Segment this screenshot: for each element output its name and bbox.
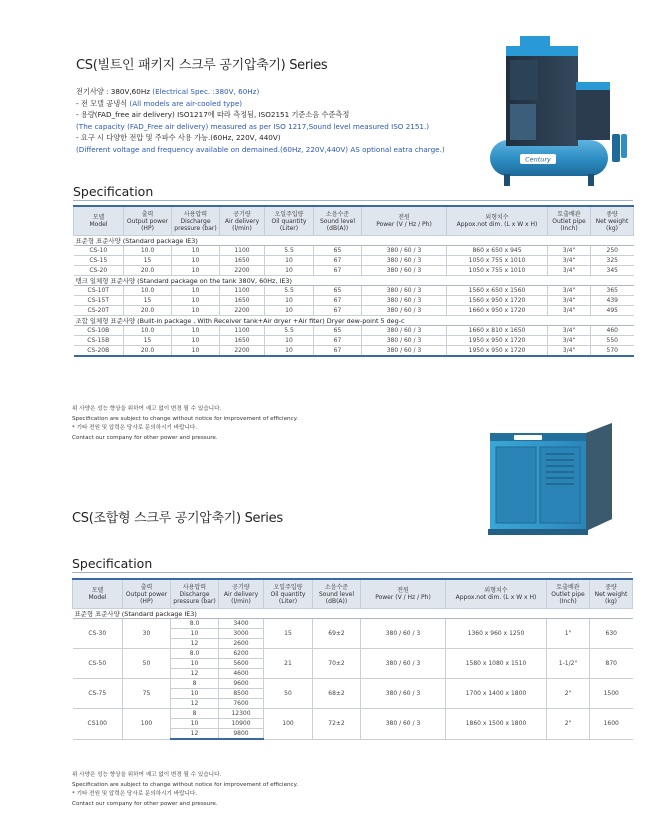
table-cell: 1560 x 650 x 1560: [447, 286, 548, 296]
table-cell: 1660 x 810 x 1650: [447, 326, 548, 336]
column-header-en: Outlet pipe (Inch): [551, 590, 585, 605]
voltage-en: (Different voltage and frequency available on demained.(60Hz, 220V,440V) AS optional eatra charge.): [76, 144, 445, 154]
table-cell: 5.5: [265, 286, 314, 296]
table-cell: 2200: [220, 346, 265, 357]
table-cell: 3/4": [548, 326, 591, 336]
table-cell: CS-15B: [74, 336, 124, 346]
table-cell: 20.0: [124, 266, 172, 276]
table-cell: CS-20: [74, 266, 124, 276]
section1-spec-underline: [73, 200, 633, 201]
pressure-cell: 10: [171, 629, 219, 639]
section2-title: CS(조합형 스크루 공기압축기) Series: [72, 511, 283, 526]
table-group-label: 표준형 표준사양 (Standard package IE3): [74, 236, 634, 246]
column-header-en: Model: [88, 594, 107, 601]
table-cell: 570: [591, 346, 634, 357]
column-header: [74, 206, 124, 236]
column-header: [590, 579, 633, 609]
table-cell: 325: [591, 256, 634, 266]
table-row: [74, 246, 634, 256]
table-row: [74, 266, 634, 276]
pressure-cell: 8.0: [171, 619, 219, 629]
note-line: 위 사양은 성능 향상을 위하여 예고 없이 변경 될 수 있습니다.: [72, 772, 222, 778]
column-header-ko: 외형치수: [484, 587, 508, 594]
table-cell: 380 / 60 / 3: [362, 246, 447, 256]
column-header-en: Output power (HP): [126, 217, 169, 232]
table-cell: 67: [314, 266, 362, 276]
note-line: * 기타 전원 및 압력은 당사로 문의하시기 바랍니다.: [72, 425, 198, 431]
pressure-cell: 12: [171, 669, 219, 679]
table-cell: 380 / 60 / 3: [362, 336, 447, 346]
table-cell: 15: [124, 296, 172, 306]
table-cell: 10: [172, 306, 220, 316]
pressure-cell: 10: [171, 719, 219, 729]
outlet-pipe-cell: 1-1/2": [547, 649, 590, 679]
table-cell: 380 / 60 / 3: [362, 346, 447, 357]
voltage-ko: - 요구 시 다양한 전압 및 주파수 사용 가능.(60Hz, 220V, 440V): [76, 133, 281, 143]
air-delivery-cell: 3000: [219, 629, 264, 639]
column-header-ko: 전원: [397, 587, 409, 594]
tank-compressor-image: [480, 34, 630, 192]
table-cell: 10: [265, 266, 314, 276]
table-cell: CS-15T: [74, 296, 124, 306]
section1-spec-table: [73, 205, 634, 357]
table-cell: 20.0: [124, 346, 172, 357]
table-cell: 380 / 60 / 3: [362, 256, 447, 266]
power-spec-ko: 전기사양 : 380V,60Hz: [76, 87, 151, 96]
column-header-ko: 전원: [398, 214, 410, 221]
table-cell: 10.0: [124, 286, 172, 296]
cooling-ko: - 전 모델 공냉식: [76, 98, 128, 108]
column-header-en: Output power (HP): [125, 590, 168, 605]
table-cell: 5.5: [265, 326, 314, 336]
column-header-ko: 오일주입량: [273, 583, 303, 591]
column-header-ko: 모델: [92, 214, 105, 221]
note-line: Specification are subject to change without notice for improvement of efficiency.: [72, 415, 298, 422]
column-header-ko: 중량: [606, 210, 618, 218]
note-line: Contact our company for other power and pressure.: [72, 800, 218, 807]
power-cell: 380 / 60 / 3: [361, 679, 446, 709]
table-cell: CS-20T: [74, 306, 124, 316]
cooling-en: (All models are air-cooled type): [127, 98, 243, 108]
section1-notes: [72, 405, 298, 443]
capacity-ko: - 용량(FAD_free air delivery) ISO1217에 따라 측정됨, ISO2151 기준소음 수준측정: [76, 110, 350, 120]
note-line: * 기타 전원 및 압력은 당사로 문의하시기 바랍니다.: [72, 791, 198, 797]
table-cell: 10: [172, 346, 220, 357]
capacity-en: (The capacity (FAD_Free air delivery) measured as per ISO 1217,Sound level measured ISO 2151.): [76, 121, 430, 131]
note-line: Specification are subject to change without notice for improvement of efficiency.: [72, 781, 298, 788]
weight-cell: 1500: [590, 679, 633, 709]
model-cell: CS-50: [73, 649, 123, 679]
column-header: [591, 206, 634, 236]
column-header-ko: 출력: [141, 210, 154, 218]
dimension-cell: 1700 x 1400 x 1800: [446, 679, 547, 709]
column-header-ko: 중량: [605, 583, 617, 591]
air-delivery-cell: 2600: [219, 639, 264, 649]
table-cell: 380 / 60 / 3: [362, 296, 447, 306]
table-cell: 65: [314, 286, 362, 296]
column-header-en: Appox.not dim. (L x W x H): [455, 594, 537, 601]
output-cell: 100: [123, 709, 171, 740]
model-cell: CS-30: [73, 619, 123, 649]
air-delivery-cell: 12300: [219, 709, 264, 719]
dimension-cell: 1580 x 1080 x 1510: [446, 649, 547, 679]
table-cell: 3/4": [548, 286, 591, 296]
column-header-en: Oil quantity (Liter): [271, 217, 307, 232]
column-header-en: Appox.not dim. (L x W x H): [456, 221, 538, 228]
table-group-label: 탱크 일체형 표준사양 (Standard package on the tank 380V, 60Hz, IE3): [74, 276, 634, 286]
table-cell: 3/4": [548, 346, 591, 357]
table-cell: 460: [591, 326, 634, 336]
column-header-en: Air delivery (l/min): [224, 217, 260, 232]
column-header: [73, 579, 123, 609]
table-cell: CS-15: [74, 256, 124, 266]
output-cell: 50: [123, 649, 171, 679]
table-cell: 10: [265, 256, 314, 266]
sound-cell: 69±2: [313, 619, 361, 649]
column-header: [361, 579, 446, 609]
table-cell: 10: [172, 336, 220, 346]
table-cell: 10.0: [124, 326, 172, 336]
table-cell: CS-10T: [74, 286, 124, 296]
table-cell: 1950 x 950 x 1720: [447, 346, 548, 357]
table-cell: 380 / 60 / 3: [362, 306, 447, 316]
column-header-ko: 사용압력: [182, 583, 207, 591]
table-cell: 3/4": [548, 256, 591, 266]
table-cell: 1100: [220, 286, 265, 296]
table-cell: 10.0: [124, 246, 172, 256]
table-cell: 10: [172, 246, 220, 256]
table-group-row: [73, 609, 633, 619]
section2-spec-underline: [72, 572, 632, 573]
table-cell: 1100: [220, 246, 265, 256]
table-row: [73, 649, 633, 659]
oil-cell: 50: [264, 679, 313, 709]
oil-cell: 100: [264, 709, 313, 740]
table-cell: 1050 x 755 x 1010: [447, 256, 548, 266]
weight-cell: 1600: [590, 709, 633, 740]
model-cell: CS-75: [73, 679, 123, 709]
air-delivery-cell: 9600: [219, 679, 264, 689]
table-group-label: 표준형 표준사양 (Standard package IE3): [73, 609, 633, 619]
column-header-en: Model: [89, 221, 108, 228]
section2-spec-heading: Specification: [72, 556, 153, 571]
table-row: [74, 306, 634, 316]
table-cell: 10: [172, 286, 220, 296]
table-cell: 3/4": [548, 246, 591, 256]
table-cell: 365: [591, 286, 634, 296]
table-cell: 67: [314, 346, 362, 357]
table-cell: 380 / 60 / 3: [362, 326, 447, 336]
air-delivery-cell: 9800: [219, 729, 264, 740]
section2-table-header: [73, 579, 633, 609]
model-cell: CS100: [73, 709, 123, 740]
table-cell: 65: [314, 326, 362, 336]
air-delivery-cell: 3400: [219, 619, 264, 629]
table-cell: 10: [265, 346, 314, 357]
dimension-cell: 1360 x 960 x 1250: [446, 619, 547, 649]
column-header: [171, 579, 219, 609]
section1-table-header: [74, 206, 634, 236]
air-delivery-cell: 8500: [219, 689, 264, 699]
table-cell: 3/4": [548, 266, 591, 276]
column-header-en: Discharge pressure (bar): [173, 590, 216, 605]
pressure-cell: 8: [171, 709, 219, 719]
oil-cell: 15: [264, 619, 313, 649]
table-cell: 3/4": [548, 336, 591, 346]
column-header-ko: 토출배관: [556, 583, 580, 591]
table-cell: 67: [314, 256, 362, 266]
section2-notes: [72, 771, 298, 809]
column-header: [265, 206, 314, 236]
column-header-en: Sound level (dB(A)): [319, 217, 356, 232]
table-cell: 10: [172, 296, 220, 306]
column-header-en: Power (V / Hz / Ph): [376, 221, 432, 228]
table-cell: 10: [265, 296, 314, 306]
table-row: [73, 679, 633, 689]
table-cell: 15: [124, 256, 172, 266]
table-cell: 10: [172, 266, 220, 276]
cabinet-compressor-image: [484, 419, 618, 537]
column-header: [220, 206, 265, 236]
sound-cell: 72±2: [313, 709, 361, 740]
table-cell: 10: [172, 326, 220, 336]
table-cell: 1660 x 950 x 1720: [447, 306, 548, 316]
table-cell: 1560 x 950 x 1720: [447, 296, 548, 306]
table-cell: 10: [265, 336, 314, 346]
table-group-row: [74, 316, 634, 326]
column-header: [123, 579, 171, 609]
column-header: [447, 206, 548, 236]
pressure-cell: 12: [171, 729, 219, 740]
outlet-pipe-cell: 2": [547, 709, 590, 740]
table-cell: 1650: [220, 256, 265, 266]
table-row: [74, 296, 634, 306]
outlet-pipe-cell: 1": [547, 619, 590, 649]
column-header: [547, 579, 590, 609]
column-header: [548, 206, 591, 236]
oil-cell: 21: [264, 649, 313, 679]
table-row: [74, 286, 634, 296]
table-cell: 2200: [220, 306, 265, 316]
pressure-cell: 10: [171, 659, 219, 669]
outlet-pipe-cell: 2": [547, 679, 590, 709]
table-cell: 20.0: [124, 306, 172, 316]
table-cell: 5.5: [265, 246, 314, 256]
column-header-en: Net weight (kg): [594, 590, 628, 605]
power-spec-en: (Electrical Spec. :380V, 60Hz): [150, 87, 260, 96]
weight-cell: 870: [590, 649, 633, 679]
column-header-en: Power (V / Hz / Ph): [375, 594, 431, 601]
dimension-cell: 1860 x 1500 x 1800: [446, 709, 547, 740]
column-header: [313, 579, 361, 609]
power-cell: 380 / 60 / 3: [361, 619, 446, 649]
table-cell: 495: [591, 306, 634, 316]
table-cell: 250: [591, 246, 634, 256]
table-cell: 1650: [220, 296, 265, 306]
table-group-row: [74, 276, 634, 286]
power-cell: 380 / 60 / 3: [361, 649, 446, 679]
table-row: [73, 709, 633, 719]
table-cell: 860 x 650 x 945: [447, 246, 548, 256]
section1-spec-heading: Specification: [73, 184, 154, 199]
table-cell: 65: [314, 246, 362, 256]
sound-cell: 68±2: [313, 679, 361, 709]
column-header-en: Sound level (dB(A)): [318, 590, 355, 605]
note-line: 위 사양은 성능 향상을 위하여 예고 없이 변경 될 수 있습니다.: [72, 406, 222, 412]
table-cell: CS-20B: [74, 346, 124, 357]
column-header-ko: 토출배관: [557, 210, 581, 218]
column-header-ko: 오일주입량: [274, 210, 304, 218]
column-header-ko: 소음수준: [324, 583, 349, 591]
table-cell: 380 / 60 / 3: [362, 266, 447, 276]
column-header-en: Air delivery (l/min): [223, 590, 259, 605]
table-row: [74, 336, 634, 346]
column-header-en: Net weight (kg): [595, 217, 629, 232]
table-row: [74, 326, 634, 336]
brand-label: Century: [525, 155, 551, 164]
table-cell: 10: [265, 306, 314, 316]
output-cell: 30: [123, 619, 171, 649]
section1-title: CS(빌트인 패키지 스크루 공기압축기) Series: [76, 58, 328, 73]
column-header-ko: 외형치수: [485, 214, 509, 221]
column-header: [219, 579, 264, 609]
table-cell: 3/4": [548, 296, 591, 306]
column-header-en: Outlet pipe (Inch): [552, 217, 586, 232]
weight-cell: 630: [590, 619, 633, 649]
air-delivery-cell: 4600: [219, 669, 264, 679]
column-header-ko: 사용압력: [183, 210, 208, 218]
column-header-ko: 공기량: [232, 583, 250, 591]
section1-description: [76, 86, 445, 156]
table-cell: 1950 x 950 x 1720: [447, 336, 548, 346]
column-header-ko: 출력: [140, 583, 153, 591]
air-delivery-cell: 10900: [219, 719, 264, 729]
air-delivery-cell: 5600: [219, 659, 264, 669]
table-cell: CS-10B: [74, 326, 124, 336]
column-header: [446, 579, 547, 609]
air-delivery-cell: 6200: [219, 649, 264, 659]
table-cell: 67: [314, 296, 362, 306]
table-cell: 550: [591, 336, 634, 346]
output-cell: 75: [123, 679, 171, 709]
column-header-en: Discharge pressure (bar): [174, 217, 217, 232]
section2-spec-table: [72, 578, 633, 740]
column-header: [362, 206, 447, 236]
table-group-label: 조합 일체형 표준사양 (Built-in package , With Receiver tank+Air dryer +Air fiter) Dryer dew-point 5 deg-c: [74, 316, 634, 326]
column-header: [264, 579, 313, 609]
table-row: [73, 619, 633, 629]
table-cell: CS-10: [74, 246, 124, 256]
pressure-cell: 12: [171, 639, 219, 649]
table-cell: 439: [591, 296, 634, 306]
table-cell: 1100: [220, 326, 265, 336]
table-row: [74, 256, 634, 266]
column-header-ko: 모델: [91, 587, 104, 594]
table-cell: 1650: [220, 336, 265, 346]
pressure-cell: 10: [171, 689, 219, 699]
table-cell: 1050 x 755 x 1010: [447, 266, 548, 276]
power-cell: 380 / 60 / 3: [361, 709, 446, 740]
column-header: [172, 206, 220, 236]
table-cell: 67: [314, 336, 362, 346]
table-group-row: [74, 236, 634, 246]
air-delivery-cell: 7600: [219, 699, 264, 709]
table-cell: 15: [124, 336, 172, 346]
pressure-cell: 12: [171, 699, 219, 709]
table-cell: 67: [314, 306, 362, 316]
note-line: Contact our company for other power and pressure.: [72, 434, 218, 441]
column-header: [314, 206, 362, 236]
table-cell: 3/4": [548, 306, 591, 316]
pressure-cell: 8.0: [171, 649, 219, 659]
sound-cell: 70±2: [313, 649, 361, 679]
table-cell: 10: [172, 256, 220, 266]
column-header: [124, 206, 172, 236]
table-row: [74, 346, 634, 357]
table-cell: 345: [591, 266, 634, 276]
pressure-cell: 8: [171, 679, 219, 689]
column-header-ko: 공기량: [233, 210, 251, 218]
table-cell: 380 / 60 / 3: [362, 286, 447, 296]
column-header-en: Oil quantity (Liter): [270, 590, 306, 605]
column-header-ko: 소음수준: [325, 210, 350, 218]
table-cell: 2200: [220, 266, 265, 276]
